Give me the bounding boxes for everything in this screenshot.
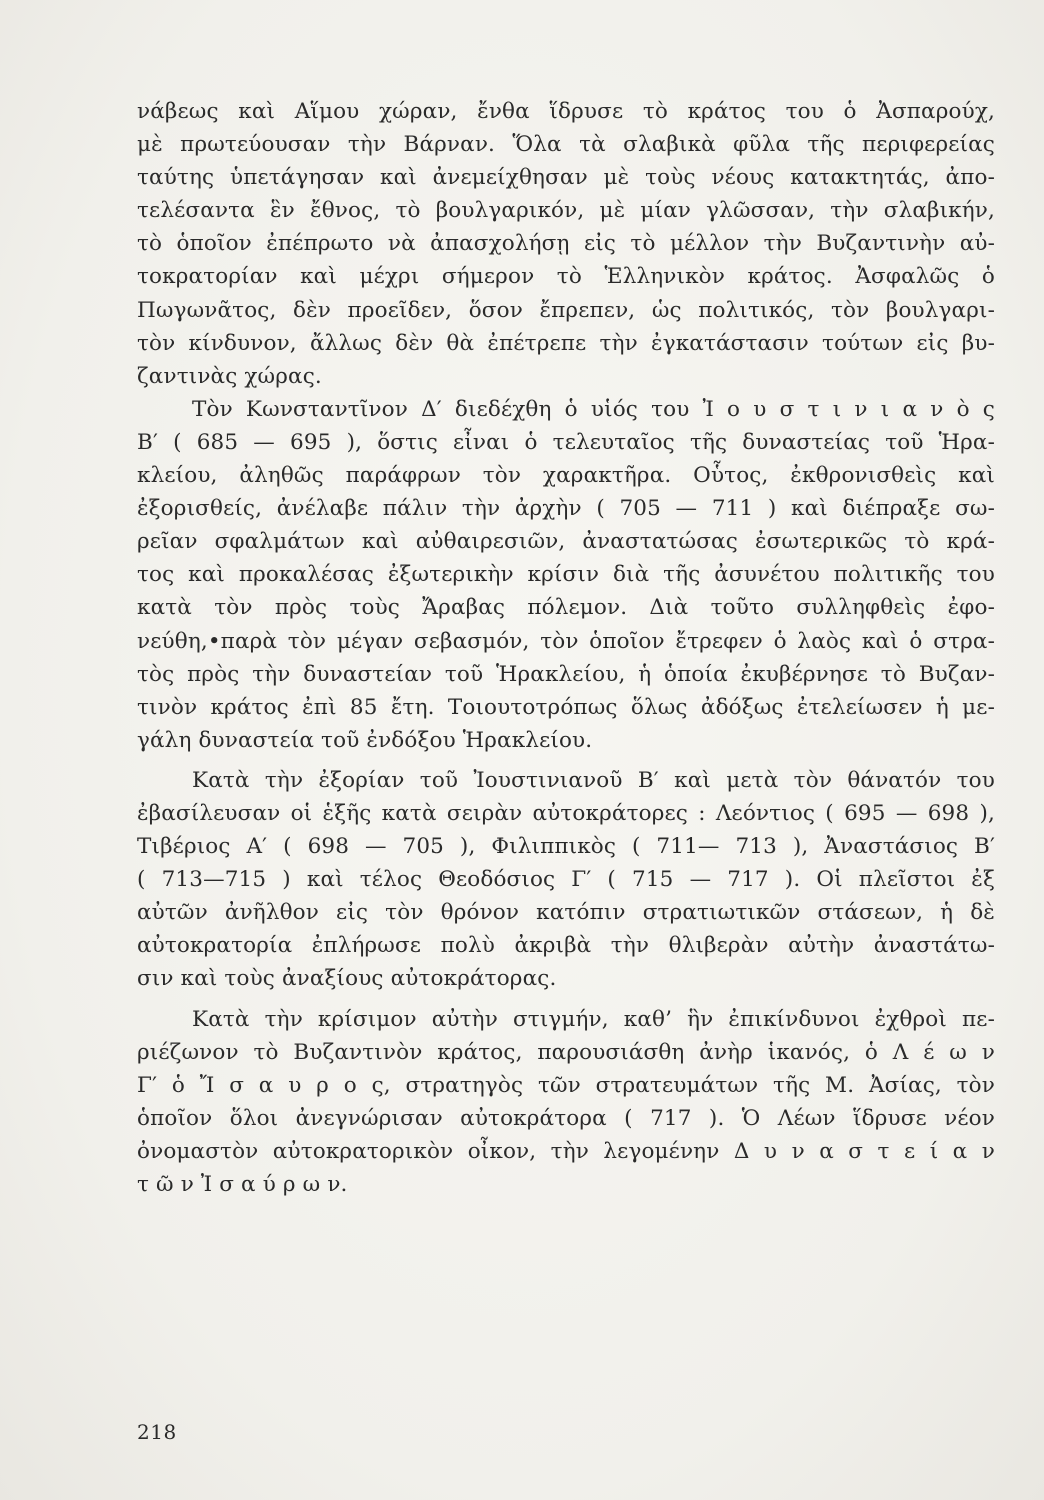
text-line: Γ′ ὁ Ἴ σ α υ ρ ο ς, στρατηγὸς τῶν στρατευμάτων τῆς Μ. Ἀσίας, τὸν bbox=[137, 1072, 995, 1098]
text-line: γάλη δυναστεία τοῦ ἐνδόξου Ἡρακλείου. bbox=[137, 727, 593, 753]
text-line: τελέσαντα ἓν ἔθνος, τὸ βουλγαρικόν, μὲ μίαν γλῶσσαν, τὴν σλαβικήν, bbox=[137, 198, 995, 224]
text-line: τοκρατορίαν καὶ μέχρι σήμερον τὸ Ἑλληνικὸν κράτος. Ἀσφαλῶς ὁ bbox=[137, 264, 995, 290]
text-line: ζαντινὰς χώρας. bbox=[137, 363, 322, 389]
paragraph-start: Κατὰ τὴν κρίσιμον αὐτὴν στιγμήν, καθ’ ἣν ἐπικίνδυνοι ἐχθροὶ πε- bbox=[192, 1006, 995, 1032]
text-line: νάβεως καὶ Αἵμου χώραν, ἔνθα ἵδρυσε τὸ κράτος του ὁ Ἀσπαρούχ, bbox=[137, 99, 995, 124]
text-line: νεύθη,•παρὰ τὸν μέγαν σεβασμόν, τὸν ὁποῖον ἔτρεφεν ὁ λαὸς καὶ ὁ στρα- bbox=[137, 628, 995, 654]
text-line: ἐξορισθείς, ἀνέλαβε πάλιν τὴν ἀρχὴν ( 705 — 711 ) καὶ διέπραξε σω- bbox=[137, 496, 995, 522]
text-line: ὁποῖον ὅλοι ἀνεγνώρισαν αὐτοκράτορα ( 717 ). Ὁ Λέων ἵδρυσε νέον bbox=[137, 1105, 995, 1131]
text-line: τὸν κίνδυνον, ἄλλως δὲν θὰ ἐπέτρεπε τὴν ἐγκατάστασιν τούτων εἰς βυ- bbox=[137, 330, 995, 356]
text-line: τινὸν κράτος ἐπὶ 85 ἔτη. Τοιουτοτρόπως ὅλως ἀδόξως ἐτελείωσεν ἡ με- bbox=[137, 694, 995, 720]
text-line: ριέζωνον τὸ Βυζαντινὸν κράτος, παρουσιάσθη ἀνὴρ ἱκανός, ὁ Λ έ ω ν bbox=[137, 1039, 995, 1065]
paragraph-start: Κατὰ τὴν ἐξορίαν τοῦ Ἰουστινιανοῦ Β′ καὶ μετὰ τὸν θάνατόν του bbox=[192, 767, 995, 793]
text-line: τὸ ὁποῖον ἐπέπρωτο νὰ ἀπασχολήσῃ εἰς τὸ μέλλον τὴν Βυζαντινὴν αὐ- bbox=[137, 231, 995, 257]
text-line: ὀνομαστὸν αὐτοκρατορικὸν οἶκον, τὴν λεγομένην Δ υ ν α σ τ ε ί α ν bbox=[137, 1138, 995, 1164]
body-text bbox=[137, 95, 995, 1201]
text-line: κλείου, ἀληθῶς παράφρων τὸν χαρακτῆρα. Οὗτος, ἐκθρονισθεὶς καὶ bbox=[137, 463, 995, 489]
text-line: ρεῖαν σφαλμάτων καὶ αὐθαιρεσιῶν, ἀναστατώσας ἐσωτερικῶς τὸ κρά- bbox=[137, 529, 995, 555]
text-line: αὐτοκρατορία ἐπλήρωσε πολὺ ἀκριβὰ τὴν θλιβερὰν αὐτὴν ἀναστάτω- bbox=[137, 933, 995, 959]
text-line: ἐβασίλευσαν οἱ ἑξῆς κατὰ σειρὰν αὐτοκράτορες : Λεόντιος ( 695 — 698 ), bbox=[137, 800, 995, 826]
text-line: τ ῶ ν Ἰ σ α ύ ρ ω ν. bbox=[137, 1172, 348, 1197]
text-line: μὲ πρωτεύουσαν τὴν Βάρναν. Ὅλα τὰ σλαβικὰ φῦλα τῆς περιφερείας bbox=[137, 132, 995, 158]
text-line: Πωγωνᾶτος, δὲν προεῖδεν, ὅσον ἔπρεπεν, ὡς πολιτικός, τὸν βουλγαρι- bbox=[137, 297, 995, 323]
text-line: αὐτῶν ἀνῆλθον εἰς τὸν θρόνον κατόπιν στρατιωτικῶν στάσεων, ἡ δὲ bbox=[137, 900, 995, 926]
text-line: Τιβέριος Α′ ( 698 — 705 ), Φιλιππικὸς ( 711— 713 ), Ἀναστάσιος Β′ bbox=[137, 834, 995, 860]
paragraph-start: Τὸν Κωνσταντῖνον Δ′ διεδέχθη ὁ υἱός του Ἰ ο υ σ τ ι ν ι α ν ὸ ς bbox=[192, 396, 995, 422]
text-line: τος καὶ προκαλέσας ἐξωτερικὴν κρίσιν διὰ τῆς ἀσυνέτου πολιτικῆς του bbox=[137, 562, 995, 588]
text-line: τὸς πρὸς τὴν δυναστείαν τοῦ Ἡρακλείου, ἡ ὁποία ἐκυβέρνησε τὸ Βυζαν- bbox=[137, 661, 995, 687]
text-line: Β′ ( 685 — 695 ), ὅστις εἶναι ὁ τελευταῖος τῆς δυναστείας τοῦ Ἡρα- bbox=[137, 429, 995, 455]
page-number: 218 bbox=[137, 1420, 177, 1444]
text-line: σιν καὶ τοὺς ἀναξίους αὐτοκράτορας. bbox=[137, 966, 557, 992]
text-line: ταύτης ὑπετάγησαν καὶ ἀνεμείχθησαν μὲ τοὺς νέους κατακτητάς, ἀπο- bbox=[137, 165, 995, 191]
text-line: κατὰ τὸν πρὸς τοὺς Ἄραβας πόλεμον. Διὰ τοῦτο συλληφθεὶς ἐφο- bbox=[137, 595, 995, 621]
text-line: ( 713—715 ) καὶ τέλος Θεοδόσιος Γ′ ( 715 — 717 ). Οἱ πλεῖστοι ἐξ bbox=[137, 867, 995, 893]
